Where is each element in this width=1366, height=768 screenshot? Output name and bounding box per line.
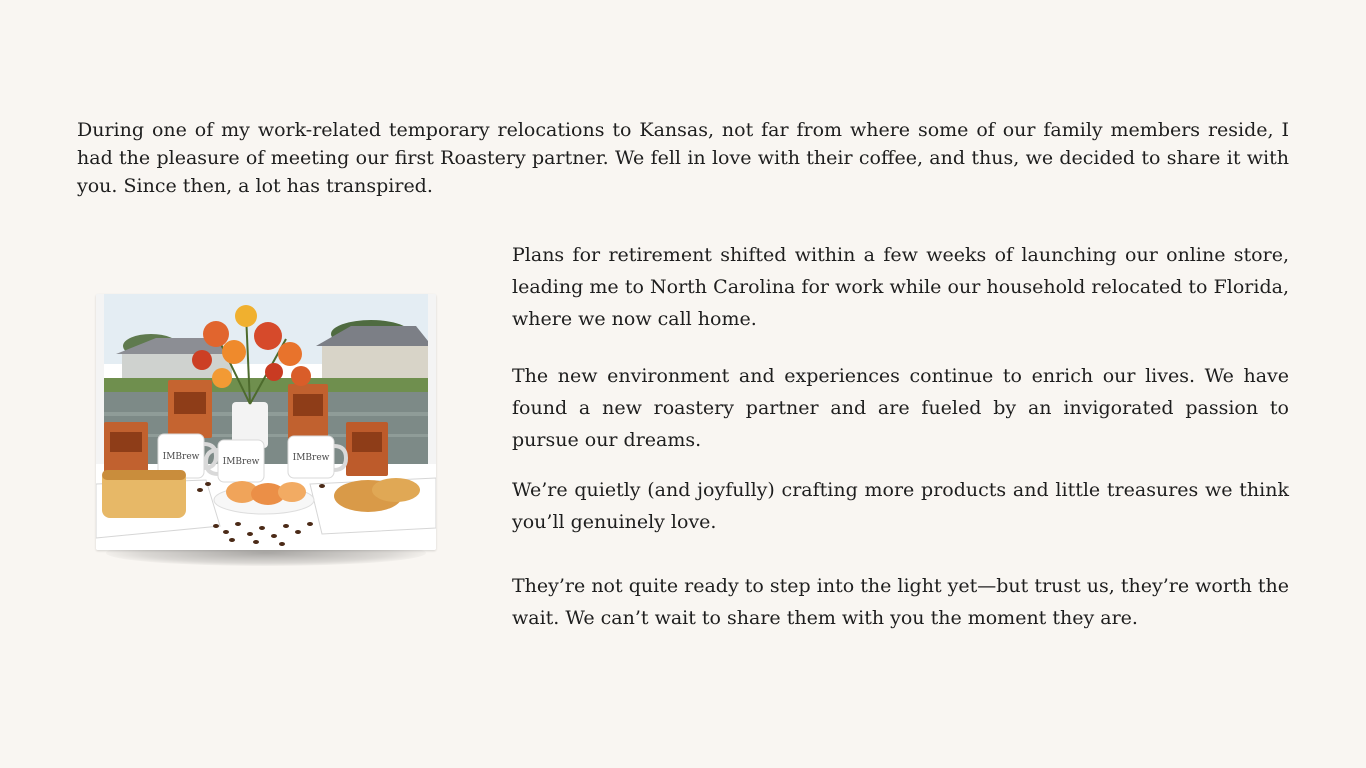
bag-label xyxy=(174,392,206,414)
story-paragraph-2: The new environment and experiences continue to enrich our lives. We have found a new roastery partner and are fueled by an invigorated passion to pursue our dreams. xyxy=(512,365,1289,451)
flower xyxy=(278,342,302,366)
intro-paragraph: During one of my work-related temporary relocations to Kansas, not far from where some of our family members reside, I had the pleasure of meeting our first Roastery partner. We fell in love with their coffee, and thus, we decided to share it with you. Since then, a lot has transpired. xyxy=(77,119,1289,197)
window-frame xyxy=(428,294,436,484)
flower xyxy=(265,363,283,381)
mug-brand: IMBrew xyxy=(292,453,330,463)
flower xyxy=(254,322,282,350)
photo-frame xyxy=(96,294,436,550)
bread-crust xyxy=(102,470,186,480)
flower xyxy=(222,340,246,364)
story-column xyxy=(512,239,1289,634)
shore-grass xyxy=(96,378,436,392)
flower xyxy=(291,366,311,386)
flower xyxy=(192,350,212,370)
mug-brand: IMBrew xyxy=(222,457,260,467)
flower xyxy=(235,305,257,327)
peach xyxy=(278,482,306,502)
croissant xyxy=(372,478,420,502)
flower xyxy=(212,368,232,388)
coffee-still-life-image xyxy=(96,294,436,550)
window-frame xyxy=(96,294,104,484)
bag-label xyxy=(352,432,382,452)
bag-label xyxy=(293,394,323,416)
mug-brand: IMBrew xyxy=(162,452,200,462)
story-paragraph-3: We’re quietly (and joyfully) crafting more products and little treasures we think you’ll genuinely love. xyxy=(512,479,1289,533)
coffee-photo xyxy=(96,294,436,550)
story-paragraph-4: They’re not quite ready to step into the light yet—but trust us, they’re worth the wait. We can’t wait to share them with you the moment they are. xyxy=(512,575,1289,629)
house xyxy=(322,346,428,378)
bag-label xyxy=(110,432,142,452)
story-paragraph-1: Plans for retirement shifted within a few weeks of launching our online store, leading me to North Carolina for work while our household relocated to Florida, where we now call home. xyxy=(512,244,1289,330)
flower xyxy=(203,321,229,347)
